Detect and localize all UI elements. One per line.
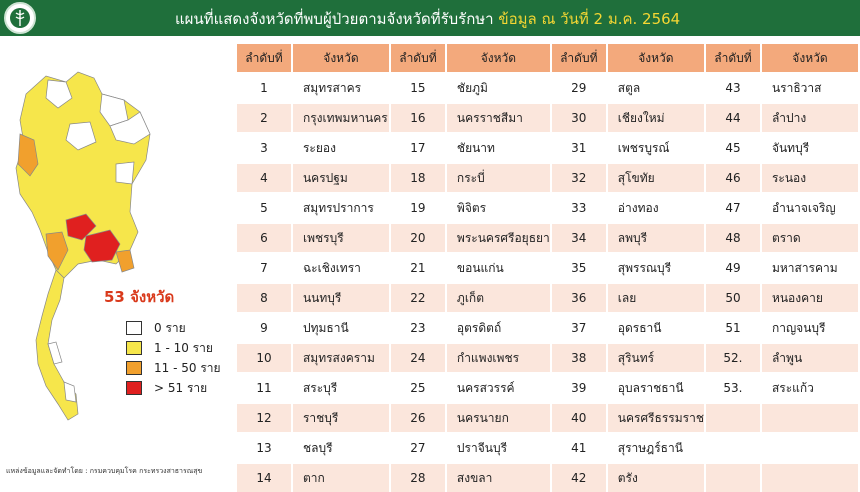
province-cell: อุบลราชธานี: [608, 372, 706, 402]
rank-cell: 9: [237, 312, 293, 342]
rank-cell: 2: [237, 102, 293, 132]
column-header: ลำดับที่: [237, 44, 293, 72]
table-row: [237, 192, 860, 222]
rank-cell: 44: [706, 102, 762, 132]
rank-cell: 45: [706, 132, 762, 162]
rank-cell: 17: [391, 132, 447, 162]
map-region-white-isan: [116, 162, 134, 184]
table-header-row: [237, 44, 860, 72]
province-cell: สระบุรี: [293, 372, 391, 402]
rank-cell: 34: [552, 222, 608, 252]
province-cell: นครปฐม: [293, 162, 391, 192]
rank-cell: 22: [391, 282, 447, 312]
column-header: จังหวัด: [447, 44, 552, 72]
province-cell: เพชรบูรณ์: [608, 132, 706, 162]
province-cell: ลำปาง: [762, 102, 860, 132]
rank-cell: 12: [237, 402, 293, 432]
header-bar: [0, 0, 860, 36]
rank-cell: 8: [237, 282, 293, 312]
province-cell: ลพบุรี: [608, 222, 706, 252]
province-cell: ลำพูน: [762, 342, 860, 372]
rank-cell: 38: [552, 342, 608, 372]
province-cell: นราธิวาส: [762, 72, 860, 102]
legend-swatch: [126, 321, 142, 335]
rank-cell: 29: [552, 72, 608, 102]
rank-cell: 24: [391, 342, 447, 372]
rank-cell: 30: [552, 102, 608, 132]
rank-cell: 4: [237, 162, 293, 192]
province-cell: ระยอง: [293, 132, 391, 162]
rank-cell: 43: [706, 72, 762, 102]
province-cell: ภูเก็ต: [447, 282, 552, 312]
source-note: แหล่งข้อมูลและจัดทำโดย : กรมควบคุมโรค กระทรวงสาธารณสุข: [6, 467, 203, 475]
rank-cell: 40: [552, 402, 608, 432]
table-row: [237, 132, 860, 162]
rank-cell: [706, 402, 762, 432]
rank-cell: 31: [552, 132, 608, 162]
province-cell: อุดรธานี: [608, 312, 706, 342]
table-row: [237, 462, 860, 492]
rank-cell: 51: [706, 312, 762, 342]
rank-cell: 5: [237, 192, 293, 222]
table-row: [237, 252, 860, 282]
province-cell: ราชบุรี: [293, 402, 391, 432]
rank-cell: 26: [391, 402, 447, 432]
province-count-label: 53 จังหวัด: [104, 288, 175, 306]
province-cell: พิจิตร: [447, 192, 552, 222]
province-cell: กระบี่: [447, 162, 552, 192]
province-cell: สมุทรสงคราม: [293, 342, 391, 372]
province-cell: [762, 462, 860, 492]
rank-cell: 52.: [706, 342, 762, 372]
rank-cell: 37: [552, 312, 608, 342]
rank-cell: 46: [706, 162, 762, 192]
rank-cell: 53.: [706, 372, 762, 402]
map-region-south-white-2: [64, 382, 76, 402]
rank-cell: 49: [706, 252, 762, 282]
rank-cell: 47: [706, 192, 762, 222]
rank-cell: 25: [391, 372, 447, 402]
rank-cell: 20: [391, 222, 447, 252]
province-cell: เชียงใหม่: [608, 102, 706, 132]
province-cell: สุราษฎร์ธานี: [608, 432, 706, 462]
province-cell: นครราชสีมา: [447, 102, 552, 132]
table-row: [237, 162, 860, 192]
rank-cell: 3: [237, 132, 293, 162]
province-cell: ปทุมธานี: [293, 312, 391, 342]
rank-cell: 13: [237, 432, 293, 462]
rank-cell: 50: [706, 282, 762, 312]
title-main: แผนที่แสดงจังหวัดที่พบผู้ป่วยตามจังหวัดที่รับรักษา: [175, 10, 494, 28]
rank-cell: 21: [391, 252, 447, 282]
page-title: [175, 7, 680, 31]
rank-cell: 16: [391, 102, 447, 132]
column-header: ลำดับที่: [552, 44, 608, 72]
province-cell: สุพรรณบุรี: [608, 252, 706, 282]
table-row: [237, 282, 860, 312]
rank-cell: 6: [237, 222, 293, 252]
province-cell: หนองคาย: [762, 282, 860, 312]
province-cell: ตรัง: [608, 462, 706, 492]
province-cell: [762, 432, 860, 462]
province-cell: ปราจีนบุรี: [447, 432, 552, 462]
province-cell: สตูล: [608, 72, 706, 102]
province-cell: ชัยภูมิ: [447, 72, 552, 102]
rank-cell: 27: [391, 432, 447, 462]
province-cell: นนทบุรี: [293, 282, 391, 312]
province-cell: อ่างทอง: [608, 192, 706, 222]
province-cell: เพชรบุรี: [293, 222, 391, 252]
rank-cell: 42: [552, 462, 608, 492]
province-cell: [762, 402, 860, 432]
rank-cell: 48: [706, 222, 762, 252]
province-cell: สุโขทัย: [608, 162, 706, 192]
legend-label: > 51 ราย: [154, 381, 208, 395]
map-region-orange-east: [116, 250, 134, 272]
table-row: [237, 102, 860, 132]
legend-label: 0 ราย: [154, 321, 186, 335]
column-header: จังหวัด: [608, 44, 706, 72]
province-cell: สุรินทร์: [608, 342, 706, 372]
table-row: [237, 72, 860, 102]
province-table: [237, 44, 860, 492]
rank-cell: 1: [237, 72, 293, 102]
column-header: ลำดับที่: [391, 44, 447, 72]
rank-cell: 32: [552, 162, 608, 192]
province-cell: จันทบุรี: [762, 132, 860, 162]
province-cell: อำนาจเจริญ: [762, 192, 860, 222]
column-header: จังหวัด: [762, 44, 860, 72]
ministry-logo-icon: [4, 2, 36, 34]
rank-cell: 18: [391, 162, 447, 192]
table-row: [237, 372, 860, 402]
province-cell: กรุงเทพมหานคร: [293, 102, 391, 132]
province-cell: กาญจนบุรี: [762, 312, 860, 342]
province-cell: ตราด: [762, 222, 860, 252]
province-cell: นครสวรรค์: [447, 372, 552, 402]
rank-cell: 35: [552, 252, 608, 282]
rank-cell: 14: [237, 462, 293, 492]
province-cell: สงขลา: [447, 462, 552, 492]
rank-cell: 41: [552, 432, 608, 462]
province-cell: นครศรีธรรมราช: [608, 402, 706, 432]
rank-cell: 39: [552, 372, 608, 402]
province-cell: ระนอง: [762, 162, 860, 192]
rank-cell: 23: [391, 312, 447, 342]
column-header: จังหวัด: [293, 44, 391, 72]
rank-cell: 11: [237, 372, 293, 402]
province-cell: ขอนแก่น: [447, 252, 552, 282]
province-cell: นครนายก: [447, 402, 552, 432]
legend-swatch: [126, 341, 142, 355]
legend-swatch: [126, 381, 142, 395]
table-row: [237, 222, 860, 252]
rank-cell: [706, 462, 762, 492]
legend-label: 11 - 50 ราย: [154, 361, 221, 375]
province-cell: เลย: [608, 282, 706, 312]
column-header: ลำดับที่: [706, 44, 762, 72]
province-cell: ชัยนาท: [447, 132, 552, 162]
legend-label: 1 - 10 ราย: [154, 341, 213, 355]
province-cell: สระแก้ว: [762, 372, 860, 402]
table-row: [237, 312, 860, 342]
province-cell: พระนครศรีอยุธยา: [447, 222, 552, 252]
province-cell: อุตรดิตถ์: [447, 312, 552, 342]
rank-cell: 19: [391, 192, 447, 222]
rank-cell: 28: [391, 462, 447, 492]
rank-cell: 10: [237, 342, 293, 372]
province-cell: สมุทรสาคร: [293, 72, 391, 102]
legend-swatch: [126, 361, 142, 375]
province-cell: สมุทรปราการ: [293, 192, 391, 222]
table-row: [237, 432, 860, 462]
province-cell: มหาสารคาม: [762, 252, 860, 282]
rank-cell: 7: [237, 252, 293, 282]
rank-cell: [706, 432, 762, 462]
table-row: [237, 402, 860, 432]
rank-cell: 36: [552, 282, 608, 312]
table-body: [237, 72, 860, 492]
province-cell: กำแพงเพชร: [447, 342, 552, 372]
rank-cell: 15: [391, 72, 447, 102]
province-cell: ตาก: [293, 462, 391, 492]
province-cell: ชลบุรี: [293, 432, 391, 462]
title-date: ข้อมูล ณ วันที่ 2 ม.ค. 2564: [498, 10, 681, 28]
table-row: [237, 342, 860, 372]
rank-cell: 33: [552, 192, 608, 222]
province-cell: ฉะเชิงเทรา: [293, 252, 391, 282]
